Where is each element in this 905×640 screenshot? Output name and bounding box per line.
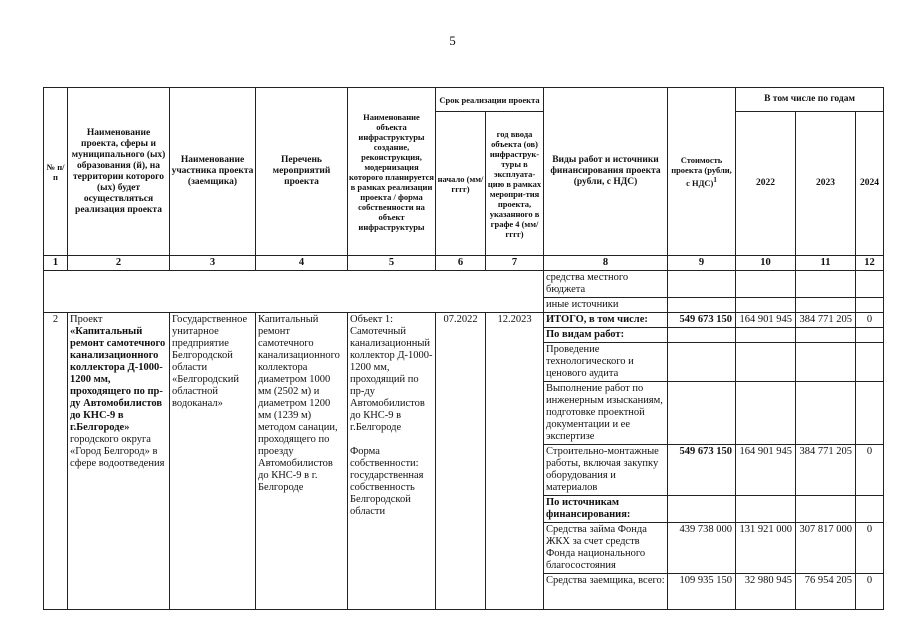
col-number: 1 — [44, 256, 68, 271]
works-label: иные источники — [544, 298, 668, 313]
header-year-2024: 2024 — [856, 112, 884, 256]
year-cell — [856, 298, 884, 313]
header-by-years: В том числе по годам — [736, 88, 884, 112]
year-cell — [856, 328, 884, 343]
header-cost: Стоимость проекта (рубли, с НДС)$^1$ — [668, 88, 736, 256]
works-label: Средства займа Фонда ЖКХ за счет средств Фонда национального благосостояния — [544, 523, 668, 574]
year-cell — [736, 298, 796, 313]
col-number: 10 — [736, 256, 796, 271]
year-cell: 0 — [856, 574, 884, 610]
year-cell — [736, 496, 796, 523]
header-works: Виды работ и источники финансирования проекта (рубли, с НДС) — [544, 88, 668, 256]
prev-project-cell — [44, 271, 544, 313]
cost-cell — [668, 271, 736, 298]
works-label: Средства заемщика, всего: — [544, 574, 668, 610]
col-number: 11 — [796, 256, 856, 271]
year-cell: 307 817 000 — [796, 523, 856, 574]
cost-cell — [668, 298, 736, 313]
project-start: 07.2022 — [436, 313, 486, 610]
header-year-2023: 2023 — [796, 112, 856, 256]
header-period: Срок реализации проекта — [436, 88, 544, 112]
works-label: средства местного бюджета — [544, 271, 668, 298]
project-measures: Капитальный ремонт самотечного канализационного коллектора диаметром 1000 мм (2502 м) и диаметром 1200 мм (1239 м) методом санации, проходящего по проезду Автомобилистов до КНС-9 в г. Белгороде — [256, 313, 348, 610]
year-cell — [796, 328, 856, 343]
year-cell: 131 921 000 — [736, 523, 796, 574]
cost-cell — [668, 382, 736, 445]
works-label: По видам работ: — [544, 328, 668, 343]
year-cell — [796, 343, 856, 382]
year-cell — [736, 343, 796, 382]
col-number: 3 — [170, 256, 256, 271]
project-commission: 12.2023 — [486, 313, 544, 610]
cost-cell — [668, 496, 736, 523]
header-year-2022: 2022 — [736, 112, 796, 256]
works-label: Выполнение работ по инженерным изысканиям, подготовке проектной документации и ее экспертизе — [544, 382, 668, 445]
header-commission: год ввода объекта (ов) инфраструк-туры в эксплуата-цию в рамках меропри-тия проекта, указанного в графе 4 (мм/гггг) — [486, 112, 544, 256]
page-number: 5 — [449, 33, 456, 48]
year-cell: 384 771 205 — [796, 445, 856, 496]
cost-cell: 439 738 000 — [668, 523, 736, 574]
header-project-name: Наименование проекта, сферы и муниципального (ых) образования (й), на территории которого (ых) будет осуществляться реализация проекта — [68, 88, 170, 256]
year-cell — [796, 496, 856, 523]
col-number: 7 — [486, 256, 544, 271]
project-participant: Государственное унитарное предприятие Белгородской области «Белгородский областной водоканал» — [170, 313, 256, 610]
col-number: 5 — [348, 256, 436, 271]
col-number: 6 — [436, 256, 486, 271]
year-cell — [796, 298, 856, 313]
header-object: Наименование объекта инфраструктуры создание, реконструкция, модернизация которого планируется в рамках реализации проекта / форма собственности на объект инфраструктуры — [348, 88, 436, 256]
header-num: № п/п — [44, 88, 68, 256]
cost-cell — [668, 343, 736, 382]
col-number: 2 — [68, 256, 170, 271]
header-start: начало (мм/гггг) — [436, 112, 486, 256]
year-cell: 164 901 945 — [736, 445, 796, 496]
year-cell — [736, 328, 796, 343]
col-number: 12 — [856, 256, 884, 271]
year-cell — [796, 271, 856, 298]
year-cell: 164 901 945 — [736, 313, 796, 328]
cost-cell: 109 935 150 — [668, 574, 736, 610]
year-cell — [856, 496, 884, 523]
works-label: Строительно-монтажные работы, включая закупку оборудования и материалов — [544, 445, 668, 496]
project-ownership: Форма собственности: государственная собственность Белгородской области — [350, 446, 424, 517]
year-cell: 0 — [856, 445, 884, 496]
col-number: 9 — [668, 256, 736, 271]
col-number: 8 — [544, 256, 668, 271]
year-cell — [736, 382, 796, 445]
year-cell: 32 980 945 — [736, 574, 796, 610]
works-label: По источникам финансирования: — [544, 496, 668, 523]
project-num: 2 — [44, 313, 68, 610]
works-label: ИТОГО, в том числе: — [544, 313, 668, 328]
cost-cell — [668, 328, 736, 343]
year-cell: 0 — [856, 523, 884, 574]
year-cell: 76 954 205 — [796, 574, 856, 610]
header-measures: Перечень мероприятий проекта — [256, 88, 348, 256]
year-cell — [736, 271, 796, 298]
year-cell — [856, 343, 884, 382]
col-number: 4 — [256, 256, 348, 271]
header-participant: Наименование участника проекта (заемщика) — [170, 88, 256, 256]
year-cell — [856, 382, 884, 445]
cost-cell: 549 673 150 — [668, 313, 736, 328]
year-cell: 0 — [856, 313, 884, 328]
works-label: Проведение технологического и ценового аудита — [544, 343, 668, 382]
year-cell — [856, 271, 884, 298]
cost-cell: 549 673 150 — [668, 445, 736, 496]
year-cell — [796, 382, 856, 445]
year-cell: 384 771 205 — [796, 313, 856, 328]
project-object: Объект 1: Самотечный канализационный коллектор Д-1000-1200 мм, проходящий по пр-ду Автомобилистов до КНС-9 в г.Белгороде Форма собственности: государственная собственность Белгородской области — [348, 313, 436, 610]
financing-table — [43, 87, 884, 610]
project-name: Проект «Капитальный ремонт самотечного канализационного коллектора Д-1000-1200 мм, проходящего по пр-ду Автомобилистов до КНС-9 в г.Белгороде» городского округа «Город Белгород» в сфере водоотведения — [68, 313, 170, 610]
